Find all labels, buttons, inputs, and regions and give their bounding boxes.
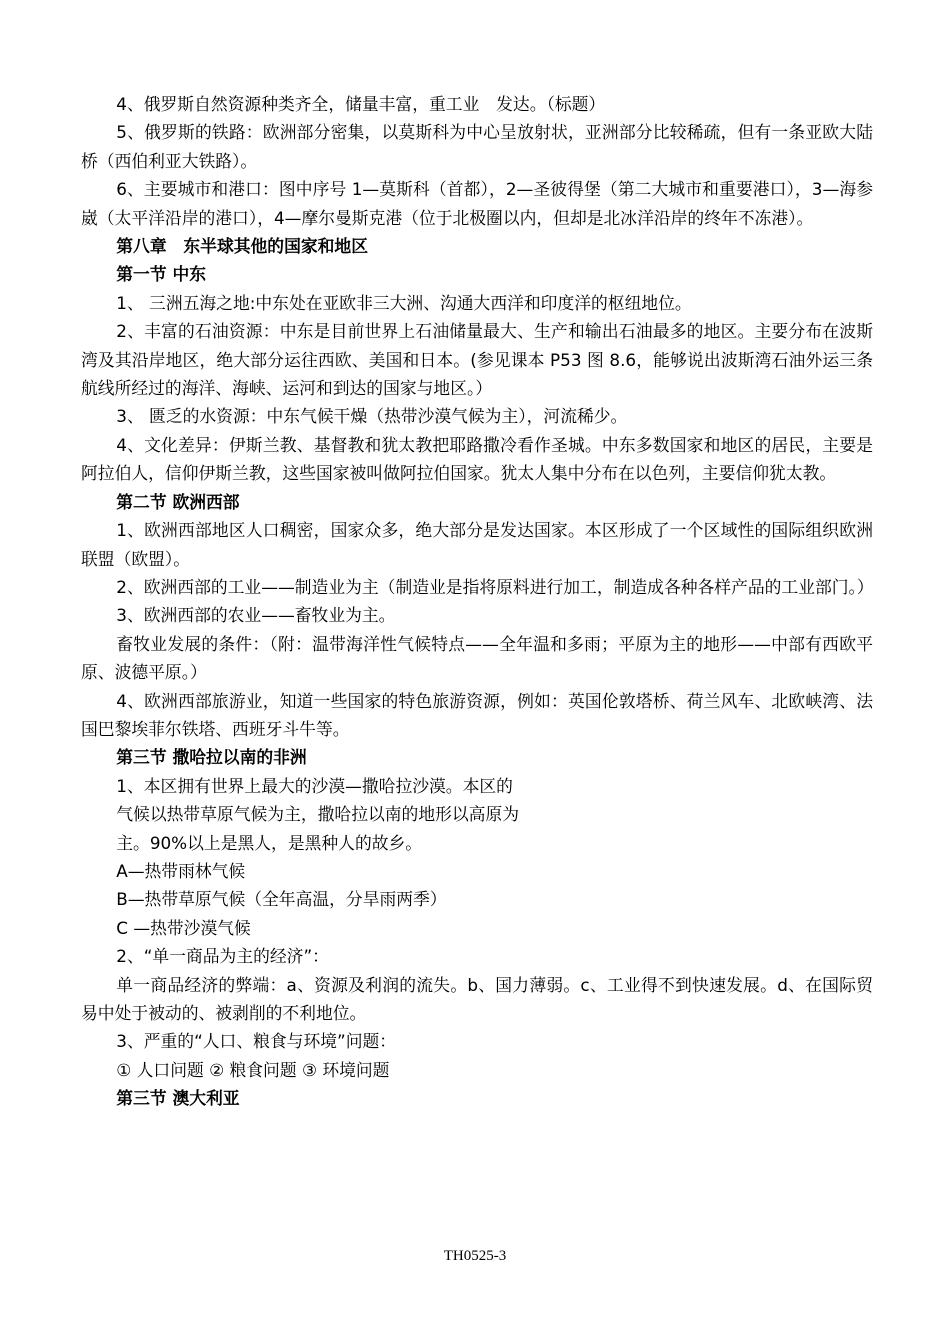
paragraph-africa-problems-title: 3、严重的“人口、粮食与环境”问题： (116, 1031, 397, 1052)
page-footer: TH0525-3 (443, 1248, 507, 1264)
paragraph-russia-resources: 4、俄罗斯自然资源种类齐全，储量丰富，重工业 发达。（标题） (116, 94, 606, 114)
document-body (81, 90, 873, 1113)
chapter-heading-eight: 第八章 东半球其他的国家和地区 (116, 236, 368, 257)
section-heading-western-europe: 第二节 欧洲西部 (116, 491, 240, 512)
paragraph-africa-population: 主。90%以上是黑人，是黑种人的故乡。 (116, 832, 423, 853)
paragraph-africa-problems-list: ① 人口问题 ② 粮食问题 ③ 环境问题 (116, 1059, 390, 1080)
paragraph-africa-economy-title: 2、“单一商品为主的经济”： (116, 946, 329, 967)
paragraph-middle-east-oil: 2、丰富的石油资源：中东是目前世界上石油储量最大、生产和输出石油最多的地区。主要分布在波斯湾及其沿岸地区，绝大部分运往西欧、美国和日本。(参见课本 P53 图 8.6，能够说出波斯湾石油外运三条航线所经过的海洋、海峡、运河和到达的国家与地区。） (81, 321, 873, 399)
paragraph-africa-economy-drawbacks: 单一商品经济的弊端：a、资源及利润的流失。b、国力薄弱。c、工业得不到快速发展。d、在国际贸易中处于被动的、被剥削的不利地位。 (81, 974, 873, 1023)
paragraph-europe-tourism: 4、欧洲西部旅游业，知道一些国家的特色旅游资源，例如：英国伦敦塔桥、荷兰风车、北欧峡湾、法国巴黎埃菲尔铁塔、西班牙斗牛等。 (81, 690, 873, 739)
paragraph-middle-east-water: 3、 匮乏的水资源：中东气候干燥（热带沙漠气候为主），河流稀少。 (116, 406, 628, 427)
paragraph-middle-east-culture: 4、文化差异：伊斯兰教、基督教和犹太教把耶路撒冷看作圣城。中东多数国家和地区的居民，主要是阿拉伯人，信仰伊斯兰教，这些国家被叫做阿拉伯国家。犹太人集中分布在以色列，主要信仰犹太教。 (81, 434, 873, 484)
legend-item-c: C —热带沙漠气候 (116, 917, 251, 938)
section-heading-sub-saharan-africa: 第三节 撒哈拉以南的非洲 (116, 747, 307, 768)
paragraph-africa-climate: 气候以热带草原气候为主，撒哈拉以南的地形以高原为 (116, 804, 520, 825)
paragraph-africa-desert: 1、本区拥有世界上最大的沙漠—撒哈拉沙漠。本区的 (116, 775, 513, 796)
paragraph-russia-cities-ports: 6、主要城市和港口：图中序号 1—莫斯科（首都），2—圣彼得堡（第二大城市和重要港口），3—海参崴（太平洋沿岸的港口），4—摩尔曼斯克港（位于北极圈以内，但却是北冰洋沿岸的终年不冻港）。 (81, 179, 873, 228)
paragraph-europe-livestock-conditions: 畜牧业发展的条件：（附：温带海洋性气候特点——全年温和多雨；平原为主的地形——中部有西欧平原、波德平原。） (81, 633, 873, 683)
paragraph-europe-population: 1、欧洲西部地区人口稠密，国家众多，绝大部分是发达国家。本区形成了一个区域性的国际组织欧洲联盟（欧盟）。 (81, 520, 873, 569)
paragraph-europe-agriculture: 3、欧洲西部的农业——畜牧业为主。 (116, 605, 396, 626)
section-heading-australia: 第三节 澳大利亚 (116, 1088, 240, 1109)
legend-item-a: A—热带雨林气候 (116, 860, 246, 881)
paragraph-middle-east-location: 1、 三洲五海之地:中东处在亚欧非三大洲、沟通大西洋和印度洋的枢纽地位。 (116, 292, 692, 313)
legend-item-b: B—热带草原气候（全年高温，分旱雨两季） (116, 889, 447, 910)
paragraph-europe-industry: 2、欧洲西部的工业——制造业为主（制造业是指将原料进行加工，制造成各种各样产品的工业部门。） (116, 576, 874, 597)
paragraph-russia-railway: 5、俄罗斯的铁路：欧洲部分密集，以莫斯科为中心呈放射状，亚洲部分比较稀疏，但有一条亚欧大陆桥（西伯利亚大铁路）。 (81, 122, 873, 171)
section-heading-middle-east: 第一节 中东 (116, 264, 207, 285)
